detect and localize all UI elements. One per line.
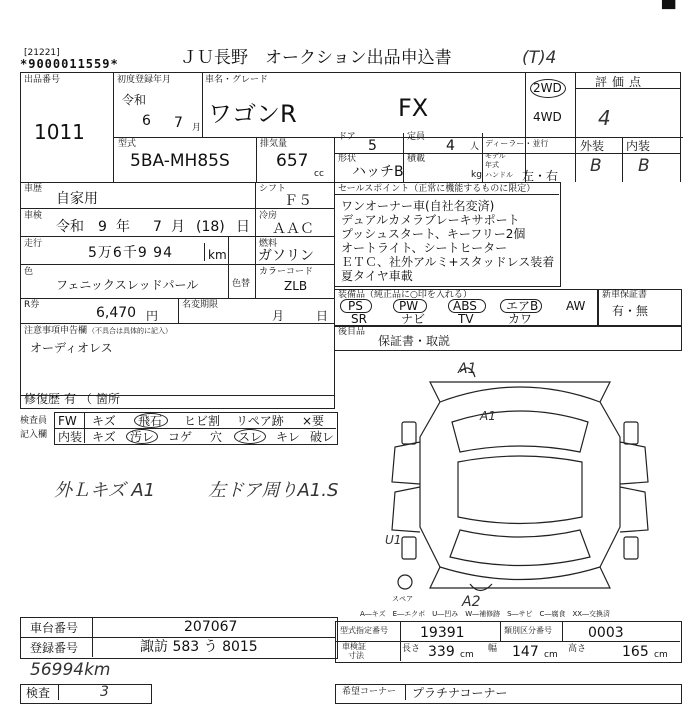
check-scratch: キズ: [92, 414, 116, 428]
circle-mark: [126, 429, 158, 444]
check-fw: FW: [58, 414, 77, 428]
fuel-label: 燃料: [259, 239, 278, 249]
new-warranty-label: 新車保証書: [602, 290, 648, 300]
frame-line: [256, 137, 257, 182]
equip-sr: SR: [351, 312, 367, 326]
frame-line: [575, 153, 680, 154]
category-number-value: 0003: [588, 625, 624, 641]
handwritten-note-left: 外Ｌキズ A1: [54, 480, 156, 501]
check-crack: ヒビ割: [184, 414, 221, 428]
damage-legend: A―キズ E―エクボ U―凹み W―補修跡 S―サビ C―腐食 XX―交換済: [360, 610, 611, 618]
notes-sub: （不具合は具体的に記入）: [88, 327, 172, 335]
damage-a1-roof: A1: [480, 409, 496, 423]
handwritten-mileage: 56994km: [30, 660, 111, 680]
lot-number: 1011: [34, 120, 85, 144]
frame-line: [228, 236, 229, 264]
selling-point-item: 夏タイヤ車載: [341, 269, 413, 283]
height-unit: cm: [654, 650, 668, 660]
ext-value: B: [590, 156, 602, 176]
frame-line: [20, 408, 335, 409]
frame-line: [500, 621, 501, 641]
spare-label: スペア: [392, 595, 413, 603]
car-name-label: 車名・グレード: [205, 75, 269, 85]
width-label: 幅: [488, 644, 498, 654]
repair-history-bracket: （: [80, 392, 93, 406]
car-name: ワゴンR: [208, 100, 297, 128]
frame-line: [335, 641, 680, 642]
width-value: 147: [512, 644, 539, 660]
car-grade: FX: [398, 94, 429, 122]
registration-number: 諏訪 583 う 8015: [140, 639, 258, 655]
fuel-value: ガソリン: [258, 248, 314, 264]
drive-4wd: 4WD: [533, 110, 562, 124]
inspection-era: 令和: [56, 219, 84, 235]
frame-line: [20, 637, 336, 638]
displacement-label: 排気量: [260, 139, 288, 149]
check-int-scratch: キズ: [92, 430, 116, 444]
repair-history-label: 修復歴: [24, 392, 61, 406]
selling-point-item: ＥＴＣ、社外アルミ+スタッドレス装着: [341, 255, 555, 269]
model-year-label2: 年式: [485, 161, 499, 169]
model-value: 5BA-MH85S: [130, 151, 230, 171]
registration-label: 登録番号: [30, 641, 79, 655]
inspection-day: (18): [196, 219, 225, 235]
frame-line: [403, 153, 404, 182]
frame-line: [113, 72, 114, 182]
selling-point-item: ワンオーナー車(自社名変済): [341, 199, 495, 213]
steering-label: ハンドル: [485, 171, 513, 179]
check-interior: 内装: [58, 430, 83, 444]
int-value: B: [638, 156, 650, 176]
new-warranty-value: 有・無: [612, 304, 649, 318]
selling-point-item: プッシュスタート、キーフリー2個: [341, 227, 526, 241]
chassis-number: 207067: [184, 619, 238, 635]
chassis-label: 車台番号: [30, 621, 79, 635]
mileage-label: 走行: [24, 239, 43, 249]
model-label: 型式: [118, 139, 137, 149]
height-value: 165: [622, 644, 649, 660]
frame-line: [20, 72, 680, 73]
equip-pw: PW: [399, 299, 419, 313]
damage-a2: A2: [462, 594, 481, 610]
length-value: 339: [428, 644, 455, 660]
frame-line: [403, 133, 404, 153]
recycle-unit: 円: [146, 309, 159, 323]
recycle-value: 6,470: [96, 305, 137, 321]
score-value: 4: [598, 106, 611, 130]
damage-u1: U1: [385, 533, 402, 547]
dimensions-label-2: 寸法: [348, 651, 364, 660]
check-x: ×要: [302, 414, 325, 428]
color-code: ZLB: [284, 279, 308, 293]
inspector-label-2: 記入欄: [20, 430, 48, 440]
circle-mark: [134, 413, 168, 428]
inspector-bottom-label: 検査: [26, 686, 51, 700]
frame-line: [334, 153, 575, 154]
inspection-month-unit: 月: [171, 219, 185, 235]
selling-points-label: セールスポイント（正常に機能するものに限定）: [338, 184, 536, 194]
shift-label: シフト: [259, 184, 287, 194]
length-label: 長さ: [402, 644, 421, 654]
frame-line: [255, 182, 256, 298]
inspection-day-unit: 日: [236, 219, 250, 235]
category-number-label: 類別区分番号: [504, 626, 552, 635]
check-repair: リペア跡: [236, 414, 284, 428]
capacity-value: 4: [446, 138, 455, 154]
frame-line: [20, 182, 335, 183]
color-value: フェニックスレッドパール: [56, 278, 199, 292]
equip-abs: ABS: [453, 299, 477, 313]
doors-value: 5: [368, 138, 377, 154]
frame-line: [482, 133, 483, 182]
frame-line: [204, 243, 205, 261]
usage-value: 自家用: [56, 191, 98, 207]
frame-line: [202, 72, 203, 137]
frame-line: [400, 621, 401, 661]
first-reg-year: 6: [142, 113, 151, 129]
dealer-label: ディーラー・並行: [485, 139, 549, 148]
frame-line: [20, 323, 335, 324]
paint-label: 色替: [232, 279, 251, 289]
int-label: 内装: [626, 139, 651, 153]
corner-value: プラチナコーナー: [412, 686, 508, 700]
frame-line: [54, 428, 336, 429]
damage-a1-front: A1: [458, 361, 477, 377]
first-reg-era: 令和: [122, 93, 147, 107]
frame-line: [113, 137, 683, 138]
frame-line: [334, 194, 559, 195]
shape-value: ハッチB: [352, 164, 404, 180]
name-change-label: 名変期限: [182, 300, 219, 310]
frame-line: [525, 72, 526, 182]
steering-value: 左・右: [522, 169, 559, 183]
frame-line: [20, 72, 21, 408]
selling-point-item: デュアルカメラブレーキサポート: [341, 213, 520, 227]
doors-label: ドア: [338, 132, 356, 142]
frame-line: [405, 684, 406, 700]
width-unit: cm: [544, 650, 558, 660]
inspection-label: 車検: [24, 211, 43, 221]
circle-mark: [234, 429, 266, 444]
type-designation-value: 19391: [420, 625, 465, 641]
equip-aw: AW: [566, 299, 586, 313]
frame-line: [84, 412, 85, 443]
equip-ps: PS: [348, 299, 363, 313]
aircon-label: 冷房: [259, 211, 278, 221]
check-chip: 飛石: [138, 414, 163, 428]
handwritten-note-right: 左ドア周りA1.S: [208, 480, 339, 501]
frame-line: [92, 617, 93, 657]
color-label: 色: [24, 267, 34, 277]
page-title: ＪＵ長野 オークション出品申込書: [180, 48, 452, 68]
model-year-label1: モデル: [485, 152, 506, 160]
frame-line: [178, 298, 179, 323]
notes-value: オーディオレス: [30, 341, 113, 355]
barcode-number: *9000011559*: [20, 57, 119, 71]
equip-tv: TV: [458, 312, 474, 326]
displacement-value: 657: [276, 151, 309, 171]
first-reg-label: 初度登録年月: [117, 75, 172, 85]
frame-line: [562, 621, 563, 641]
usage-label: 車歴: [24, 184, 43, 194]
capacity-unit: 人: [470, 142, 480, 152]
aircon-value: ＡＡＣ: [272, 221, 314, 237]
corner-label: 希望コーナー: [342, 687, 397, 697]
handwritten-top: (T)4: [522, 48, 557, 68]
inspection-year-unit: 年: [116, 219, 130, 235]
mileage-value: 5万6千9 94: [88, 245, 173, 261]
accessories-value: 保証書・取説: [378, 334, 451, 348]
repair-history-value: 有: [64, 392, 77, 406]
load-label: 積載: [407, 154, 426, 164]
frame-line: [58, 684, 59, 700]
capacity-label: 定員: [407, 132, 426, 142]
first-reg-month-unit: 月: [192, 123, 202, 133]
frame-line: [680, 72, 681, 182]
inspector-label-1: 検査員: [20, 416, 48, 426]
check-hole: 穴: [210, 430, 223, 444]
check-tear: 破レ: [310, 430, 335, 444]
frame-line: [575, 88, 680, 89]
name-change-day: 日: [316, 309, 329, 323]
equipment-label: 装備品（純正品に○印を入れる）: [338, 290, 472, 300]
shape-label: 形状: [338, 154, 357, 164]
score-label: 評価点: [595, 75, 647, 89]
check-dirt: 汚レ: [130, 430, 155, 444]
first-reg-month: 7: [174, 115, 183, 131]
load-unit: kg: [471, 170, 482, 180]
check-burn: コゲ: [168, 430, 193, 444]
displacement-unit: cc: [314, 169, 324, 179]
frame-line: [622, 137, 623, 182]
lot-label: 出品番号: [24, 75, 61, 85]
car-diagram: [380, 352, 670, 602]
check-cut: キレ: [276, 430, 300, 444]
length-unit: cm: [460, 650, 474, 660]
accessories-label: 後目品: [338, 327, 366, 337]
frame-line: [20, 264, 335, 265]
equip-navi: ナビ: [401, 312, 426, 326]
check-wear: スレ: [238, 430, 263, 444]
selling-point-item: オートライト、シートヒーター: [341, 241, 508, 255]
notes-label: 注意事項申告欄: [24, 326, 88, 336]
type-designation-label: 型式指定番号: [340, 626, 388, 635]
inspector-bottom-value: 3: [100, 684, 109, 700]
frame-line: [228, 264, 229, 298]
height-label: 高さ: [568, 644, 587, 654]
barcode-small: [21221]: [24, 48, 60, 58]
inspection-year: 9: [98, 219, 107, 235]
repair-history-suffix: 箇所: [96, 392, 121, 406]
mileage-unit: km: [208, 248, 227, 262]
equip-airbag: エアB: [506, 299, 539, 313]
inspection-month: 7: [153, 219, 162, 235]
equip-leather: カワ: [508, 312, 533, 326]
shift-value: Ｆ５: [284, 193, 312, 209]
recycle-label: R券: [24, 300, 40, 310]
dimensions-label-1: 車検証: [342, 642, 366, 651]
ext-label: 外装: [580, 139, 605, 153]
color-code-label: カラーコード: [259, 267, 314, 277]
corner-mark: ▀: [662, 0, 676, 20]
name-change-month: 月: [272, 309, 285, 323]
drive-2wd: 2WD: [533, 81, 562, 95]
